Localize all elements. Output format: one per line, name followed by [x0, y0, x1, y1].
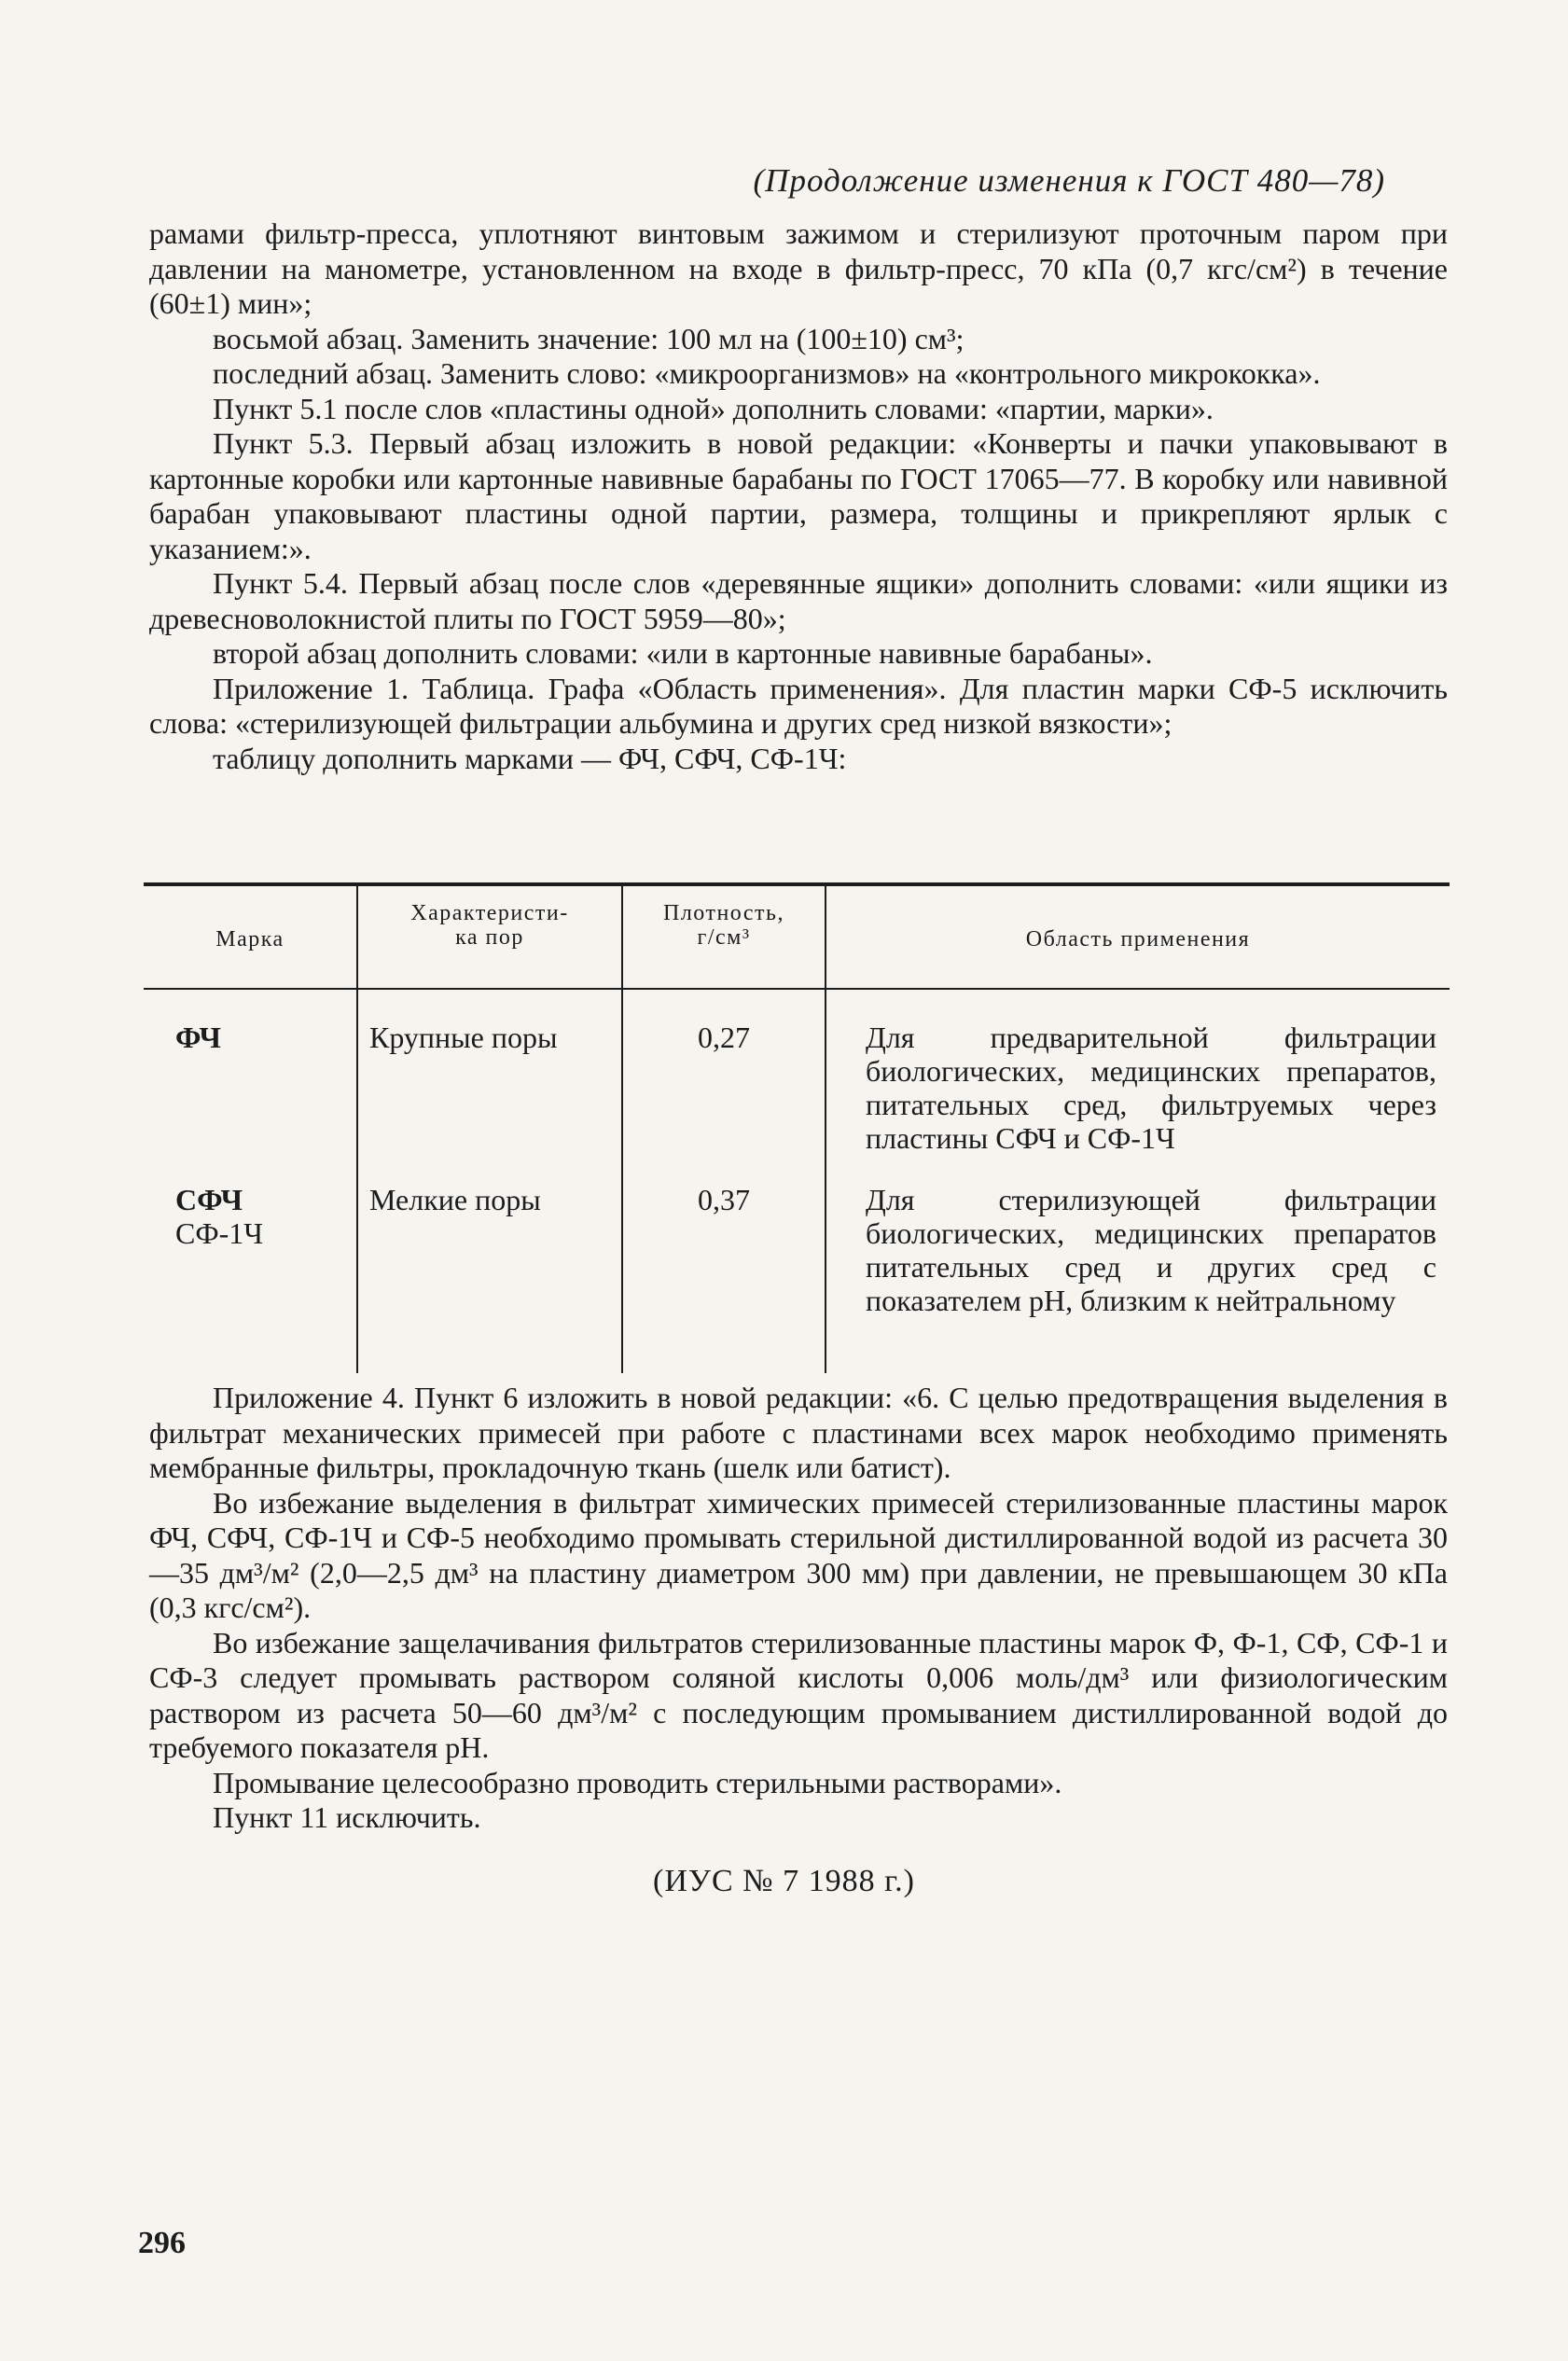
table-cell-pores: Крупные поры: [369, 1021, 558, 1054]
page-number: 296: [138, 2226, 186, 2260]
paragraph: Пункт 5.3. Первый абзац изложить в новой редакции: «Конверты и пачки упаковывают в картонные коробки или картонные навивные барабаны по ГОСТ 17065—77. В коробку или навивной барабан упаковывают пластины одной партии, размера, толщины и прикрепляют ярлык с указанием:».: [149, 426, 1448, 565]
table-cell-application: Для предварительной фильтрации биологических, медицинских препаратов, питательных сред, фильтруемых через пластины СФЧ и СФ-1Ч: [866, 1021, 1436, 1155]
table-header-pores: Характеристи- ка пор: [410, 901, 569, 950]
table-header-rule: [144, 988, 1450, 990]
table-cell-density: 0,37: [698, 1183, 750, 1216]
table-cell-mark: СФ-1Ч: [175, 1216, 264, 1250]
paragraph: последний абзац. Заменить слово: «микроорганизмов» на «контрольного микрококка».: [213, 356, 1321, 390]
paragraph: рамами фильтр-пресса, уплотняют винтовым зажимом и стерилизуют проточным паром при давлении на манометре, установленном на входе в фильтр-пресс, 70 кПа (0,7 кгс/см²) в течение (60±1) мин»;: [149, 216, 1448, 320]
source-reference: (ИУС № 7 1988 г.): [653, 1864, 915, 1898]
running-header: (Продолжение изменения к ГОСТ 480—78): [753, 162, 1385, 199]
paragraph: Приложение 4. Пункт 6 изложить в новой редакции: «6. С целью предотвращения выделения в фильтрат механических примесей при работе с пластинами всех марок необходимо применять мембранные фильтры, прокладочную ткань (шелк или батист).: [149, 1381, 1448, 1484]
paragraph: восьмой абзац. Заменить значение: 100 мл на (100±10) см³;: [213, 321, 964, 355]
table-header-mark: Марка: [215, 927, 284, 951]
paragraph: Пункт 5.1 после слов «пластины одной» дополнить словами: «партии, марки».: [213, 391, 1214, 425]
table-cell-pores: Мелкие поры: [369, 1183, 541, 1216]
paragraph: Приложение 1. Таблица. Графа «Область применения». Для пластин марки СФ-5 исключить слова: «стерилизующей фильтрации альбумина и других сред низкой вязкости»;: [149, 671, 1448, 740]
column-divider: [825, 886, 826, 1373]
paragraph: Во избежание выделения в фильтрат химических примесей стерилизованные пластины марок ФЧ, СФЧ, СФ-1Ч и СФ-5 необходимо промывать стерильной дистиллированной водой из расчета 30—35 дм³/м² (2,0—2,5 дм³ на пластину диаметром 300 мм) при давлении, не превышающем 30 кПа (0,3 кгс/см²).: [149, 1485, 1448, 1624]
paragraph: второй абзац дополнить словами: «или в картонные навивные барабаны».: [213, 636, 1153, 670]
paragraph: Во избежание защелачивания фильтратов стерилизованные пластины марок Ф, Ф-1, СФ, СФ-1 и СФ-3 следует промывать раствором соляной кислоты 0,006 моль/дм³ или физиологическим раствором из расчета 50—60 дм³/м² с последующим промыванием дистиллированной водой до требуемого показателя рН.: [149, 1625, 1448, 1764]
paragraph: Пункт 5.4. Первый абзац после слов «деревянные ящики» дополнить словами: «или ящики из древесноволокнистой плиты по ГОСТ 5959—80»;: [149, 566, 1448, 635]
table-cell-density: 0,27: [698, 1021, 750, 1054]
table-cell-application: Для стерилизующей фильтрации биологических, медицинских препаратов питательных сред и других сред с показателем рН, близким к нейтральному: [866, 1183, 1436, 1317]
paragraph: Промывание целесообразно проводить стерильными растворами».: [213, 1765, 1062, 1799]
paragraph: Пункт 11 исключить.: [213, 1800, 481, 1834]
column-divider: [356, 886, 358, 1373]
bottom-text-block: [149, 1381, 1448, 1836]
column-divider: [621, 886, 623, 1373]
table-cell-mark: СФЧ: [175, 1183, 243, 1216]
table-header-density: Плотность, г/см³: [662, 901, 784, 950]
table-cell-mark: ФЧ: [175, 1021, 221, 1054]
table-header-application: Область применения: [1025, 927, 1251, 951]
grades-table: [144, 882, 1450, 1377]
table-top-rule: [144, 882, 1450, 886]
top-text-block: [149, 216, 1448, 776]
paragraph: таблицу дополнить марками — ФЧ, СФЧ, СФ-1Ч:: [213, 741, 847, 775]
